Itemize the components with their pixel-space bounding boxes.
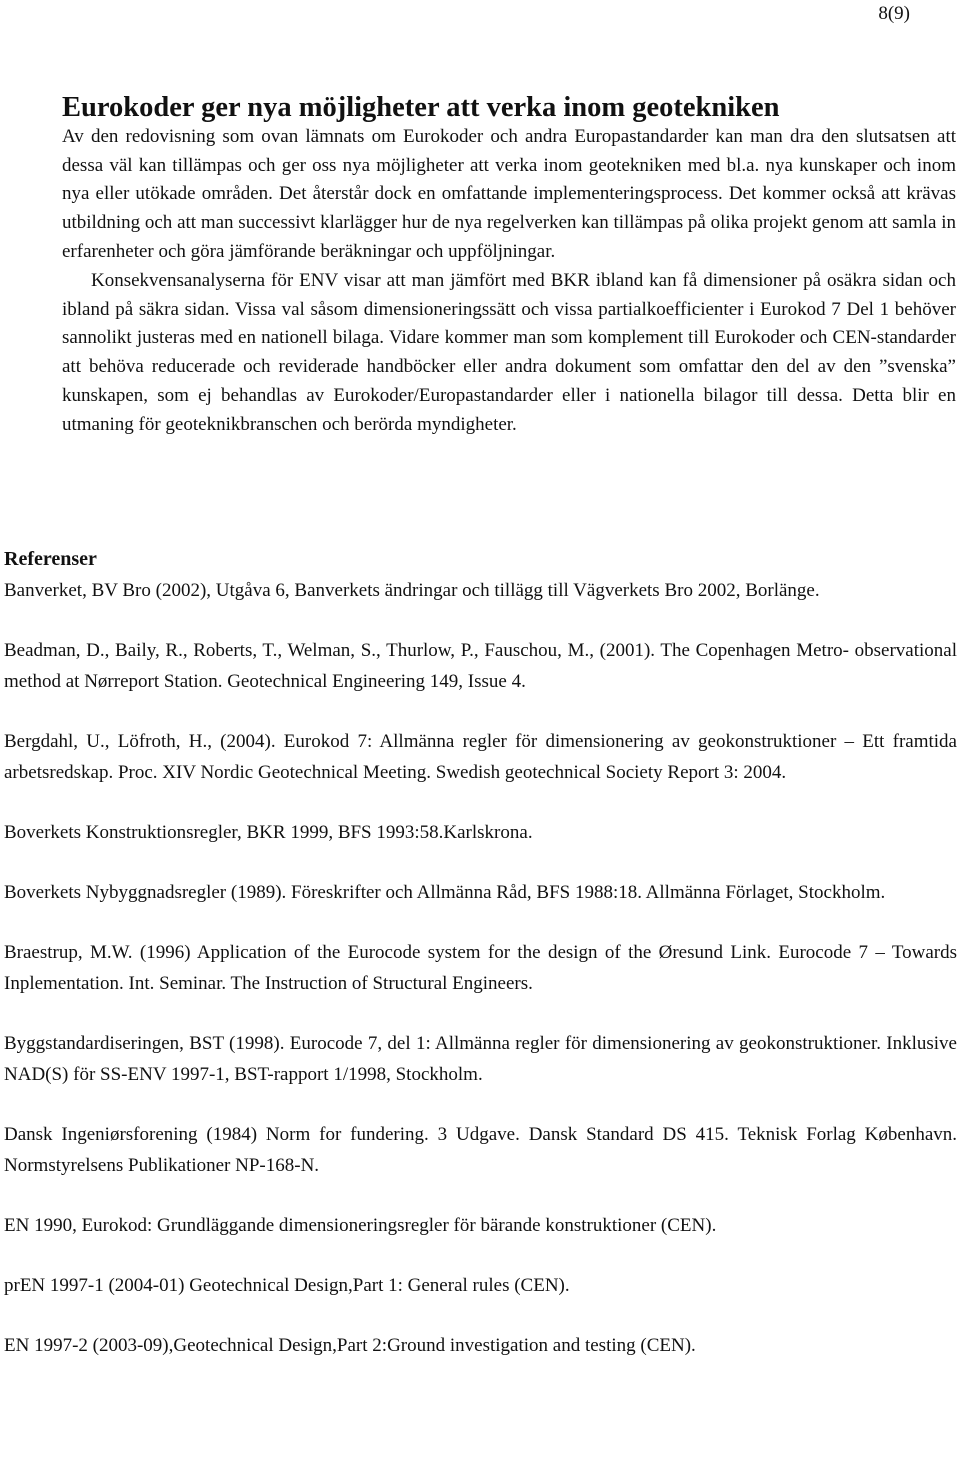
references-heading: Referenser (4, 548, 97, 570)
reference-item: Byggstandardiseringen, BST (1998). Eurocode 7, del 1: Allmänna regler för dimensionering av geokonstruktioner. Inklusive NAD(S) för SS-ENV 1997-1, BST-rapport 1/1998, Stockholm. (4, 1033, 957, 1085)
reference-item: Banverket, BV Bro (2002), Utgåva 6, Banverkets ändringar och tillägg till Vägverkets Bro 2002, Borlänge. (4, 580, 820, 601)
paragraph: Av den redovisning som ovan lämnats om Eurokoder och andra Europastandarder kan man dra den slutsatsen att dessa väl kan tillämpas och ger oss nya möjligheter att verka inom geotekniken med bl.a. nya kunskaper och inom nya eller utökade områden. Det återstår dock en omfattande implementeringsprocess. Det kommer också att krävas utbildning och att man successivt klarlägger hur de nya regelverken kan tillämpas på olika projekt genom att samla in erfarenheter och göra jämförande beräkningar och uppföljningar. (62, 125, 956, 262)
reference-item: Bergdahl, U., Löfroth, H., (2004). Eurokod 7: Allmänna regler för dimensionering av geokonstruktioner – Ett framtida arbetsredskap. Proc. XIV Nordic Geotechnical Meeting. Swedish geotechnical Society Report 3: 2004. (4, 731, 957, 783)
reference-item: Braestrup, M.W. (1996) Application of the Eurocode system for the design of the Øresund Link. Eurocode 7 – Towards Inplementation. Int. Seminar. The Instruction of Structural Engineers. (4, 942, 957, 994)
reference-item: Dansk Ingeniørsforening (1984) Norm for fundering. 3 Udgave. Dansk Standard DS 415. Teknisk Forlag København. Normstyrelsens Publikationer NP-168-N. (4, 1124, 957, 1176)
reference-list (4, 575, 957, 1390)
paragraph: Konsekvensanalyserna för ENV visar att man jämfört med BKR ibland kan få dimensioner på osäkra sidan och ibland på säkra sidan. Vissa val såsom dimensioneringssätt och vissa partialkoefficienter i Eurokod 7 Del 1 behöver sannolikt justeras med en nationell bilaga. Vidare kommer man som komplement till Eurokoder och CEN-standarder att behöva reducerade och reviderade handböcker eller andra dokument som omfattar den del av den ”svenska” kunskapen, som ej behandlas av Eurokoder/Europastandarder eller i nationella bilagor till dessa. Detta blir en utmaning för geoteknikbranschen och berörda myndigheter. (62, 269, 956, 435)
reference-item: EN 1997-2 (2003-09),Geotechnical Design,Part 2:Ground investigation and testing (CEN). (4, 1335, 696, 1356)
reference-item: Beadman, D., Baily, R., Roberts, T., Welman, S., Thurlow, P., Fauschou, M., (2001). The Copenhagen Metro- observational method at Nørreport Station. Geotechnical Engineering 149, Issue 4. (4, 640, 957, 692)
section-heading: Eurokoder ger nya möjligheter att verka inom geotekniken (62, 92, 780, 123)
section-geotechnics (62, 94, 956, 440)
reference-item: Boverkets Konstruktionsregler, BKR 1999, BFS 1993:58.Karlskrona. (4, 822, 533, 843)
reference-item: Boverkets Nybyggnadsregler (1989). Föreskrifter och Allmänna Råd, BFS 1988:18. Allmänna Förlaget, Stockholm. (4, 882, 886, 903)
reference-item: EN 1990, Eurokod: Grundläggande dimensioneringsregler för bärande konstruktioner (CEN). (4, 1215, 717, 1236)
page-number: 8(9) (878, 3, 910, 24)
reference-item: prEN 1997-1 (2004-01) Geotechnical Design,Part 1: General rules (CEN). (4, 1275, 570, 1296)
